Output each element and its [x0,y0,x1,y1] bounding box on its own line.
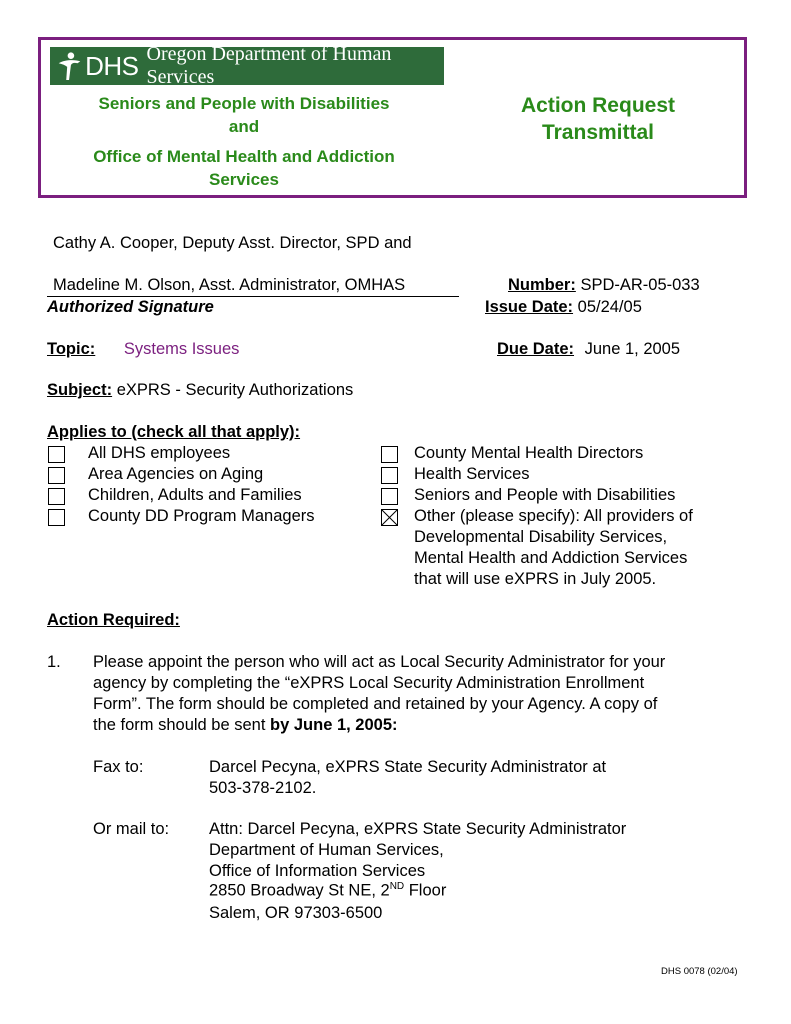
header-left-line-3: Office of Mental Health and Addiction [93,147,395,166]
applies-label-area-agencies: Area Agencies on Aging [88,465,264,483]
applies-label-children: Children, Adults and Families [88,486,302,504]
other-continuation-1: Developmental Disability Services, [414,528,668,546]
form-id: DHS 0078 (02/04) [661,966,738,977]
applies-label-county-dd: County DD Program Managers [88,507,315,525]
mail-address-pre: 2850 Broadway St NE, 2 [209,881,390,900]
fax-label: Fax to: [93,758,144,776]
action-item-last-plain: the form should be sent [93,716,271,734]
dhs-logo [50,43,444,88]
check-x-icon [382,510,397,525]
applies-label-all-dhs: All DHS employees [88,444,231,462]
header-left-line-1: Seniors and People with Disabilities [98,94,390,113]
signature-line-2: Madeline M. Olson, Asst. Administrator, OMHAS [53,276,406,294]
mail-line-1: Attn: Darcel Pecyna, eXPRS State Security Administrator [209,820,627,838]
checkbox-health-services[interactable] [381,467,398,484]
subject-row [47,381,353,400]
subject-label: Subject: [47,381,113,399]
person-figure-icon [55,49,83,83]
topic-value: Systems Issues [123,340,240,358]
applies-label-county-mh: County Mental Health Directors [414,444,644,462]
action-item-number: 1. [47,653,61,671]
number-value: SPD-AR-05-033 [580,276,700,294]
logo-department-text: Oregon Department of Human Services [146,43,392,88]
other-continuation-3: that will use eXPRS in July 2005. [414,570,657,588]
action-item-line-1: Please appoint the person who will act as Local Security Administrator for your [93,653,666,671]
checkbox-county-mental-health[interactable] [381,446,398,463]
mail-label: Or mail to: [93,820,170,838]
mail-line-2: Department of Human Services, [209,841,444,859]
due-date-value: June 1, 2005 [584,340,681,358]
mail-address-post: Floor [404,881,447,900]
logo-dhs-text: DHS [85,50,139,81]
header-left-line-2: and [228,117,260,136]
action-item-line-2: agency by completing the “eXPRS Local Security Administration Enrollment [93,674,645,692]
header-title-line-2: Transmittal [541,121,655,144]
signature-rule [47,296,459,297]
subject-value: eXPRS - Security Authorizations [116,381,354,399]
mail-line-3: Office of Information Services [209,862,426,880]
action-item-line-4 [93,716,398,735]
number-label: Number: [508,276,576,294]
action-item-deadline: by June 1, 2005: [270,716,398,734]
header-left-line-4: Services [209,170,279,189]
fax-line-1: Darcel Pecyna, eXPRS State Security Administrator at [209,758,607,776]
topic-row [47,340,239,359]
issue-date-value: 05/24/05 [577,298,642,316]
header-title-line-1: Action Request [520,94,675,117]
checkbox-other[interactable] [381,509,398,526]
checkbox-children-adults-families[interactable] [48,488,65,505]
number-row [508,276,700,295]
issue-date-row [485,298,642,317]
fax-line-2: 503-378-2102. [209,779,317,797]
action-item-line-3: Form”. The form should be completed and retained by your Agency. A copy of [93,695,658,713]
checkbox-all-dhs-employees[interactable] [48,446,65,463]
applies-label-health-services: Health Services [414,465,530,483]
other-continuation-2: Mental Health and Addiction Services [414,549,688,567]
mail-city-line: Salem, OR 97303-6500 [209,904,383,922]
action-required-heading: Action Required: [47,611,180,629]
checkbox-seniors-disabilities[interactable] [381,488,398,505]
topic-label: Topic: [47,340,96,358]
due-date-label: Due Date: [497,340,575,358]
checkbox-county-dd-managers[interactable] [48,509,65,526]
authorized-signature-label: Authorized Signature [47,298,214,316]
applies-label-other: Other (please specify): All providers of [414,507,693,525]
signature-line-1: Cathy A. Cooper, Deputy Asst. Director, SPD and [53,234,412,252]
mail-address-sup: ND [389,881,405,892]
applies-label-seniors: Seniors and People with Disabilities [414,486,676,504]
due-date-row [497,340,680,359]
mail-address-line [209,881,446,901]
applies-to-heading: Applies to (check all that apply): [47,423,301,441]
issue-date-label: Issue Date: [485,298,574,316]
checkbox-area-agencies-on-aging[interactable] [48,467,65,484]
